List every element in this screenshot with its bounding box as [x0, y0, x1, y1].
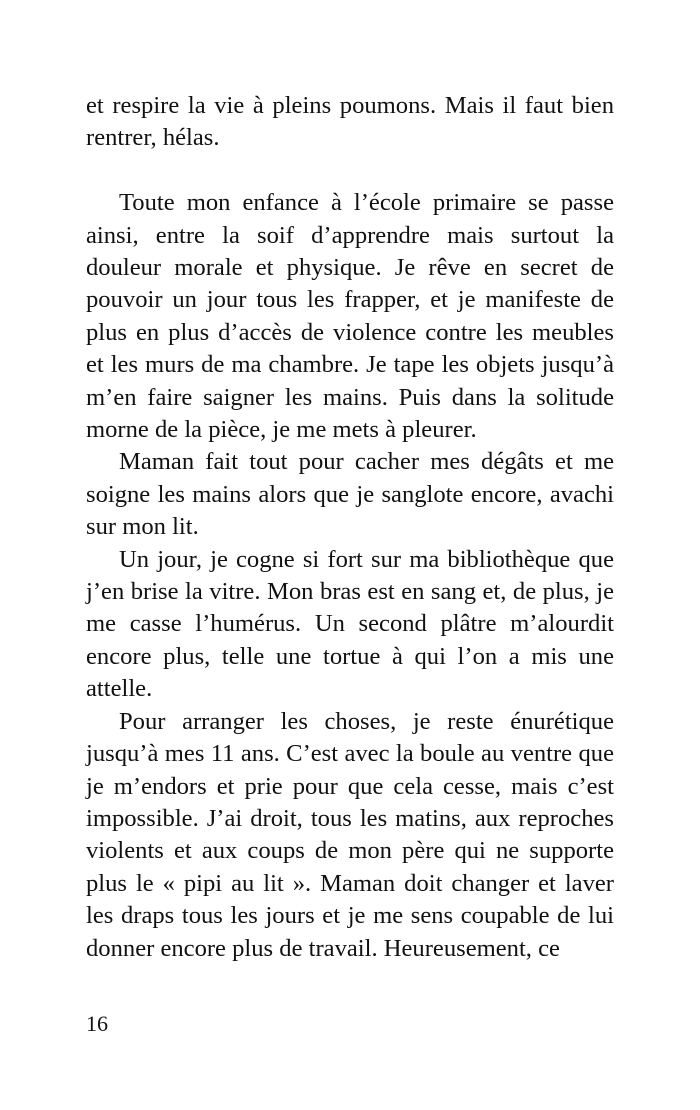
body-text: [86, 90, 614, 965]
paragraph: Maman fait tout pour cacher mes dégâts et me soigne les mains alors que je sanglote encore, avachi sur mon lit.: [86, 448, 614, 541]
paragraph: Un jour, je cogne si fort sur ma bibliothèque que j’en brise la vitre. Mon bras est en sang et, de plus, je me casse l’humérus. Un second plâtre m’alourdit encore plus, telle une tortue à qui l’on a mis une attelle.: [86, 545, 614, 703]
paragraph: Toute mon enfance à l’école primaire se passe ainsi, entre la soif d’apprendre mais surtout la douleur morale et physique. Je rêve en secret de pouvoir un jour tous les frapper, et je manifeste de plus en plus d’accès de violence contre les meubles et les murs de ma chambre. Je tape les objets jusqu’à m’en faire saigner les mains. Puis dans la solitude morne de la pièce, je me mets à pleurer.: [86, 189, 614, 444]
paragraph-continuation: et respire la vie à pleins poumons. Mais il faut bien rentrer, hélas.: [86, 92, 614, 152]
paragraph: Pour arranger les choses, je reste énurétique jusqu’à mes 11 ans. C’est avec la boule au ventre que je m’endors et prie pour que cela cesse, mais c’est impossible. J’ai droit, tous les matins, aux reproches violents et aux coups de mon père qui ne supporte plus le « pipi au lit ». Maman doit changer et laver les draps tous les jours et je me sens coupable de lui donner encore plus de travail. Heureusement, ce: [86, 707, 614, 962]
page-number: 16: [86, 1011, 108, 1036]
